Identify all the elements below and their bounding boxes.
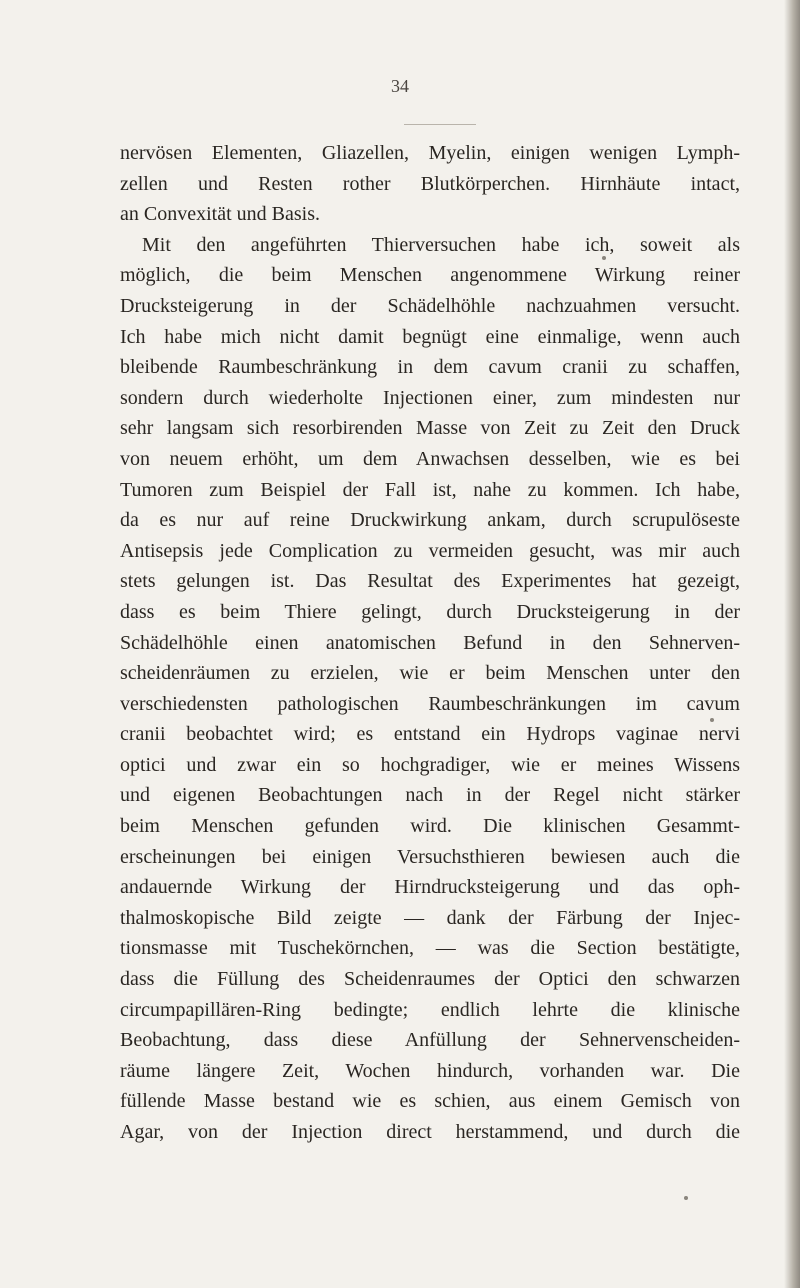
text-line: tionsmasse mit Tuschekörnchen, — was die Section bestätigte, (120, 937, 740, 960)
text-line: nervösen Elementen, Gliazellen, Myelin, einigen wenigen Lymph- (120, 142, 740, 164)
text-line: stets gelungen ist. Das Resultat des Experimentes hat gezeigt, (120, 570, 740, 593)
paragraph-start-line: Mit den angeführten Thierversuchen habe ich, soweit als (142, 233, 740, 256)
text-line: füllende Masse bestand wie es schien, aus einem Gemisch von (120, 1090, 740, 1113)
text-line: räume längere Zeit, Wochen hindurch, vorhanden war. Die (120, 1059, 740, 1082)
body-text (120, 138, 740, 1148)
text-line: dass es beim Thiere gelingt, durch Drucksteigerung in der (120, 600, 740, 623)
text-line: circumpapillären-Ring bedingte; endlich lehrte die klinische (120, 998, 740, 1021)
text-line: möglich, die beim Menschen angenommene Wirkung reiner (120, 264, 740, 287)
text-line: scheidenräumen zu erzielen, wie er beim Menschen unter den (120, 662, 740, 685)
text-line: Schädelhöhle einen anatomischen Befund in den Sehnerven- (120, 631, 740, 654)
text-line: und eigenen Beobachtungen nach in der Regel nicht stärker (120, 784, 740, 807)
text-line: zellen und Resten rother Blutkörperchen. Hirnhäute intact, (120, 172, 740, 195)
text-line: Antisepsis jede Complication zu vermeiden gesucht, was mir auch (120, 539, 740, 562)
text-line: Tumoren zum Beispiel der Fall ist, nahe zu kommen. Ich habe, (120, 478, 740, 501)
text-line: sondern durch wiederholte Injectionen einer, zum mindesten nur (120, 386, 740, 409)
text-line: cranii beobachtet wird; es entstand ein Hydrops vaginae nervi (120, 723, 740, 746)
text-line: da es nur auf reine Druckwirkung ankam, durch scrupulöseste (120, 509, 740, 532)
text-line: sehr langsam sich resorbirenden Masse von Zeit zu Zeit den Druck (120, 417, 740, 440)
paper-speck (710, 718, 714, 722)
text-line: thalmoskopische Bild zeigte — dank der Färbung der Injec- (120, 906, 740, 929)
page-edge-shadow (784, 0, 800, 1288)
page-number: 34 (391, 76, 409, 96)
text-line: Beobachtung, dass diese Anfüllung der Sehnervenscheiden- (120, 1029, 740, 1052)
paper-speck (602, 256, 606, 260)
text-line: Drucksteigerung in der Schädelhöhle nachzuahmen versucht. (120, 294, 740, 317)
text-line: verschiedensten pathologischen Raumbeschränkungen im cavum (120, 692, 740, 715)
text-line: bleibende Raumbeschränkung in dem cavum cranii zu schaffen, (120, 356, 740, 379)
header-rule (404, 124, 476, 125)
text-line: Agar, von der Injection direct herstammend, und durch die (120, 1121, 740, 1143)
text-line: von neuem erhöht, um dem Anwachsen desselben, wie es bei (120, 447, 740, 470)
text-line: optici und zwar ein so hochgradiger, wie er meines Wissens (120, 753, 740, 776)
text-line: an Convexität und Basis. (120, 203, 320, 226)
text-line: andauernde Wirkung der Hirndrucksteigerung und das oph- (120, 876, 740, 899)
text-line: beim Menschen gefunden wird. Die klinischen Gesammt- (120, 815, 740, 838)
text-line: erscheinungen bei einigen Versuchsthieren bewiesen auch die (120, 845, 740, 868)
text-line: Ich habe mich nicht damit begnügt eine einmalige, wenn auch (120, 325, 740, 348)
paper-speck (684, 1196, 688, 1200)
text-line: dass die Füllung des Scheidenraumes der Optici den schwarzen (120, 968, 740, 991)
